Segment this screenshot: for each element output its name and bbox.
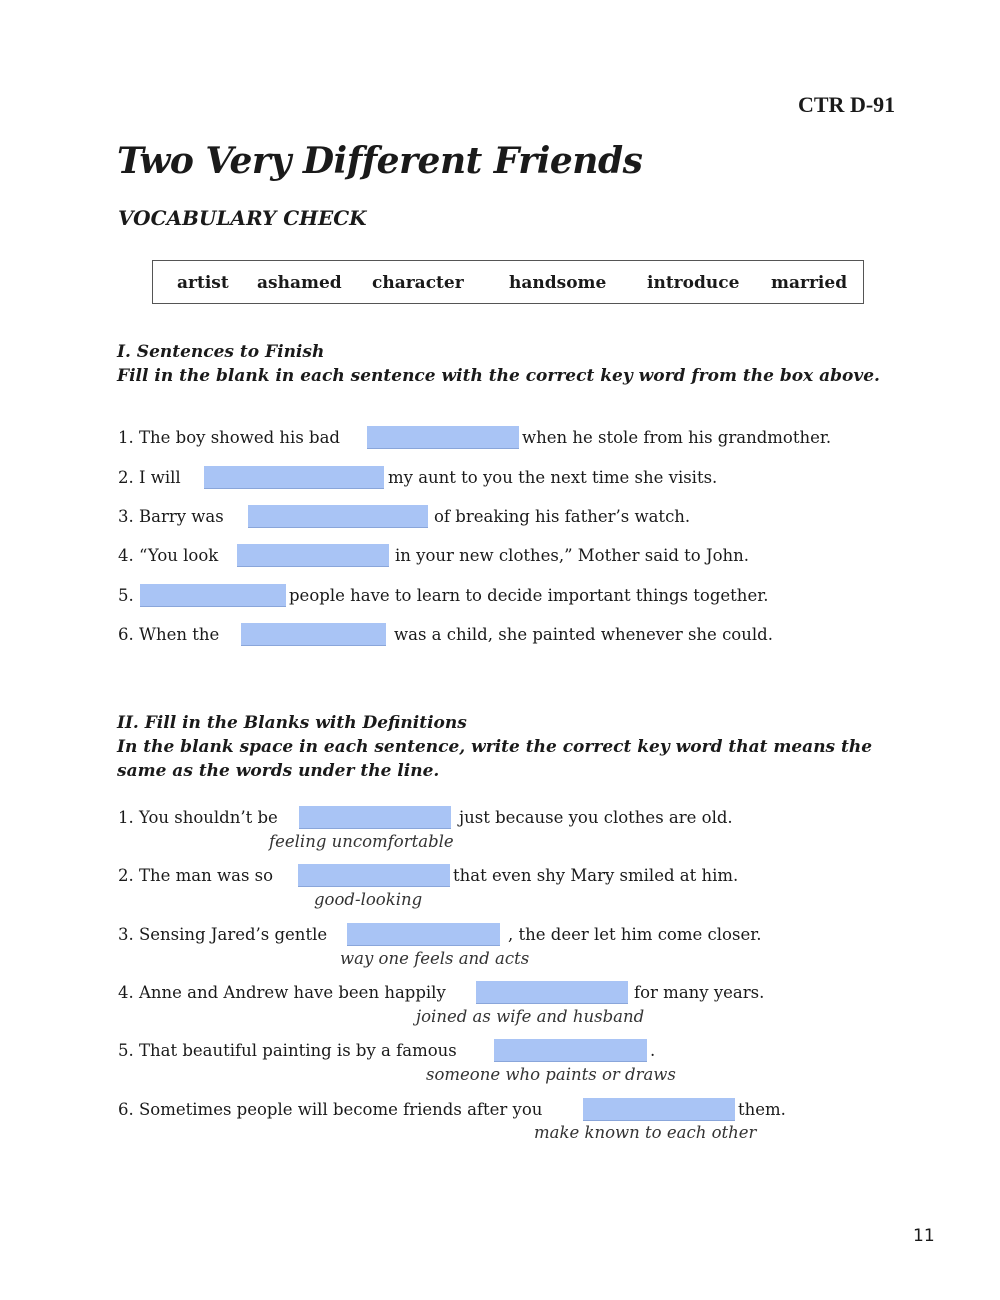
s2-q6-blank[interactable] xyxy=(583,1098,735,1121)
word-box xyxy=(152,260,864,304)
s2-q3-after: , the deer let him come closer. xyxy=(508,925,762,944)
s1-q2-text: 2. I will xyxy=(118,468,181,487)
s1-q5-text: 5. xyxy=(118,586,134,605)
s2-q3-hint: way one feels and acts xyxy=(340,949,530,968)
s2-q5-text: 5. That beautiful painting is by a famous xyxy=(118,1041,457,1060)
s2-q1-hint: feeling uncomfortable xyxy=(269,832,454,851)
s2-q4-text: 4. Anne and Andrew have been happily xyxy=(118,983,446,1002)
page-title: Two Very Different Friends xyxy=(117,140,643,182)
section1-instruction: Fill in the blank in each sentence with the correct key word from the box above. xyxy=(117,366,880,386)
key-word-artist: artist xyxy=(177,273,229,293)
section2-instruction-line1: In the blank space in each sentence, write the correct key word that means the xyxy=(117,737,873,757)
s1-q1-after: when he stole from his grandmother. xyxy=(522,428,832,447)
section2-instruction-line2: same as the words under the line. xyxy=(117,761,440,781)
key-word-handsome: handsome xyxy=(509,273,607,293)
s1-q3-after: of breaking his father’s watch. xyxy=(434,507,691,526)
worksheet-code: CTR D-91 xyxy=(798,92,896,117)
key-word-ashamed: ashamed xyxy=(257,273,342,293)
s2-q6-text: 6. Sometimes people will become friends after you xyxy=(118,1100,543,1119)
s1-q1-blank[interactable] xyxy=(367,426,519,449)
s1-q5-blank[interactable] xyxy=(140,584,286,607)
s1-q6-blank[interactable] xyxy=(241,623,386,646)
s2-q1-after: just because you clothes are old. xyxy=(459,808,733,827)
s2-q1-blank[interactable] xyxy=(299,806,451,829)
key-word-character: character xyxy=(372,273,464,293)
s2-q3-blank[interactable] xyxy=(347,923,500,946)
s2-q5-hint: someone who paints or draws xyxy=(426,1065,676,1084)
s2-q4-hint: joined as wife and husband xyxy=(416,1007,645,1026)
s1-q2-blank[interactable] xyxy=(204,466,384,489)
s2-q5-after: . xyxy=(650,1041,656,1060)
s2-q6-hint: make known to each other xyxy=(534,1123,757,1142)
s1-q2-after: my aunt to you the next time she visits. xyxy=(388,468,718,487)
s2-q1-text: 1. You shouldn’t be xyxy=(118,808,278,827)
page-subtitle: VOCABULARY CHECK xyxy=(118,206,367,230)
s1-q3-text: 3. Barry was xyxy=(118,507,224,526)
s1-q1-text: 1. The boy showed his bad xyxy=(118,428,340,447)
s2-q2-blank[interactable] xyxy=(298,864,450,887)
s1-q6-after: was a child, she painted whenever she could. xyxy=(394,625,773,644)
section2-heading: II. Fill in the Blanks with Definitions xyxy=(117,713,467,733)
s1-q4-after: in your new clothes,” Mother said to John. xyxy=(395,546,750,565)
s2-q3-text: 3. Sensing Jared’s gentle xyxy=(118,925,328,944)
s2-q4-after: for many years. xyxy=(634,983,765,1002)
s1-q5-after: people have to learn to decide important things together. xyxy=(289,586,769,605)
s2-q5-blank[interactable] xyxy=(494,1039,647,1062)
page-number: 11 xyxy=(913,1226,935,1246)
s2-q4-blank[interactable] xyxy=(476,981,628,1004)
section1-heading: I. Sentences to Finish xyxy=(117,342,325,362)
s2-q2-hint: good-looking xyxy=(314,890,423,909)
s1-q4-blank[interactable] xyxy=(237,544,389,567)
s1-q4-text: 4. “You look xyxy=(118,546,219,565)
key-word-married: married xyxy=(771,273,848,293)
key-word-introduce: introduce xyxy=(647,273,740,293)
s2-q6-after: them. xyxy=(738,1100,786,1119)
s1-q3-blank[interactable] xyxy=(248,505,428,528)
s2-q2-text: 2. The man was so xyxy=(118,866,274,885)
s2-q2-after: that even shy Mary smiled at him. xyxy=(453,866,739,885)
s1-q6-text: 6. When the xyxy=(118,625,220,644)
